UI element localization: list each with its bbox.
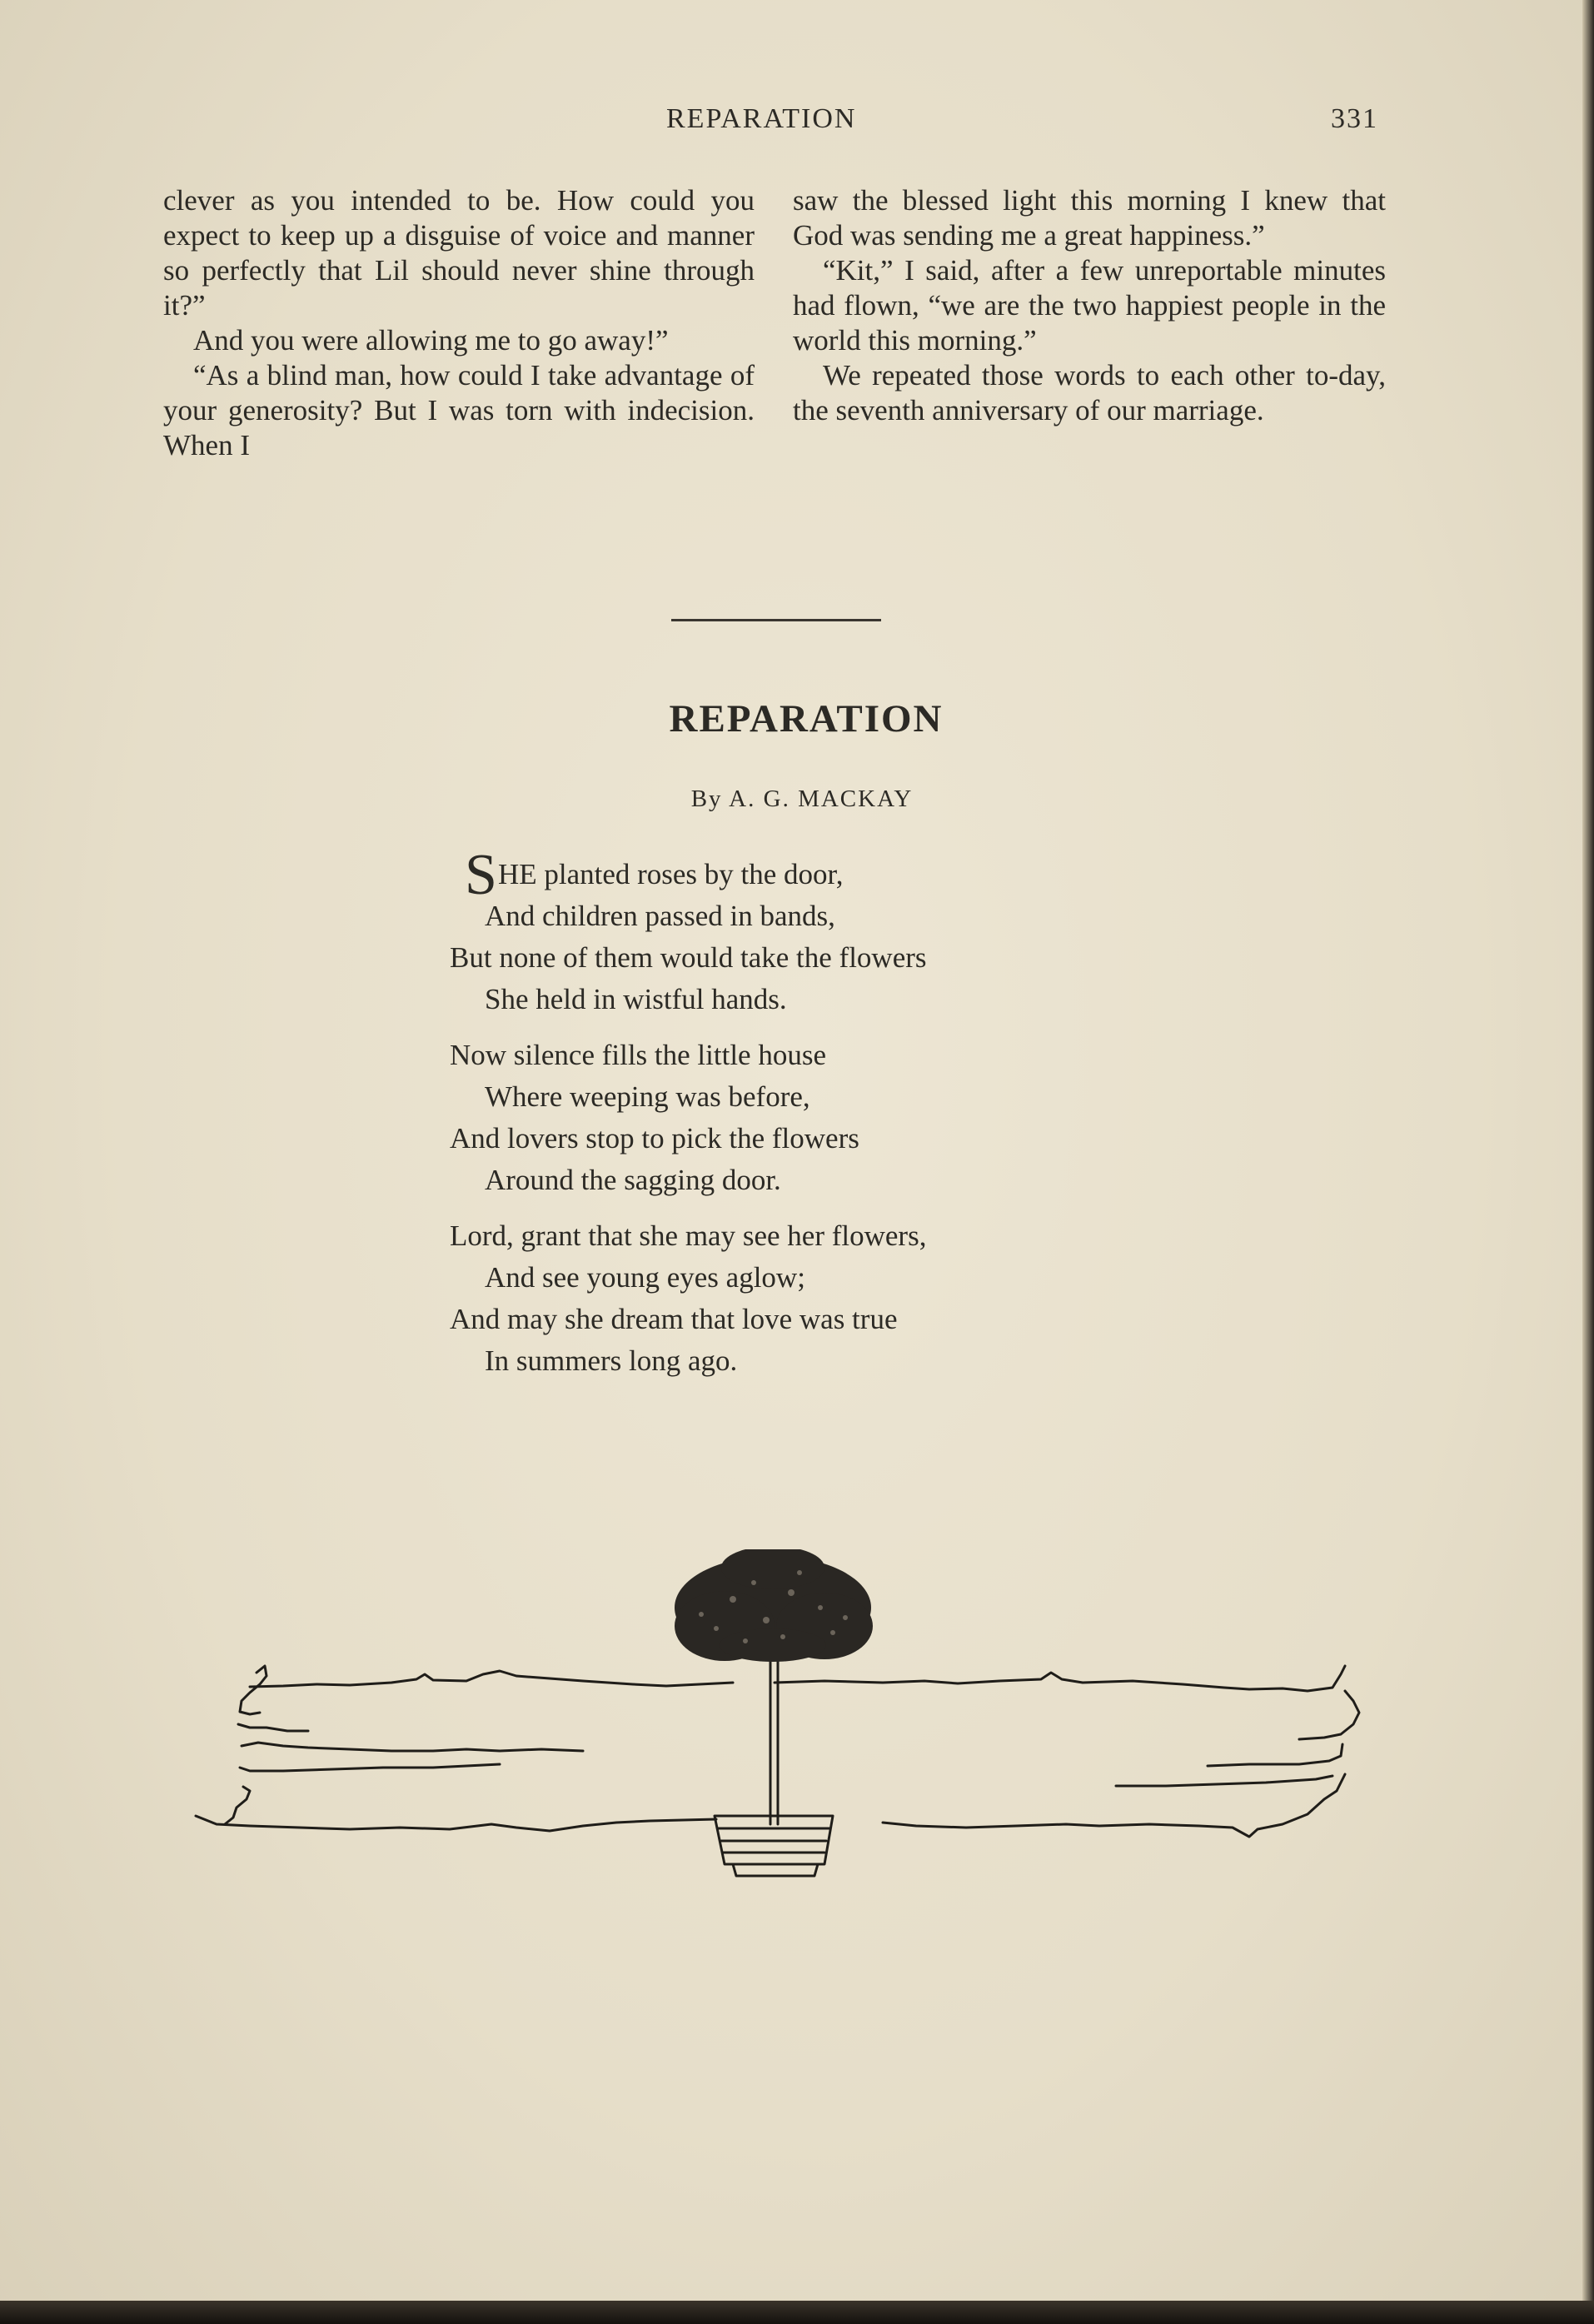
poem-stanza bbox=[450, 1035, 927, 1201]
poem-byline: By A. G. MACKAY bbox=[690, 785, 914, 812]
poem-line: And lovers stop to pick the flowers bbox=[450, 1122, 859, 1155]
poem-line bbox=[450, 843, 927, 907]
poem-title: REPARATION bbox=[669, 697, 944, 741]
ground-line-top-right bbox=[775, 1666, 1345, 1691]
story-paragraph: clever as you intended to be. How could you expect to keep up a disguise of voice and manner so perfectly that Lil should never shine through it?” bbox=[163, 184, 755, 322]
ground-line-top-left bbox=[250, 1671, 733, 1687]
poem-line: And see young eyes aglow; bbox=[485, 1261, 805, 1294]
pot-base bbox=[733, 1864, 818, 1876]
fence-right-lower bbox=[1116, 1744, 1342, 1786]
tree-canopy bbox=[675, 1549, 873, 1662]
poem-body bbox=[450, 843, 927, 1396]
poem-stanza bbox=[450, 843, 927, 1020]
potted-tree-illustration bbox=[0, 1549, 1594, 1941]
poem-line: And may she dream that love was true bbox=[450, 1303, 898, 1335]
tree-trunk bbox=[770, 1649, 778, 1824]
poem-line: But none of them would take the flowers bbox=[450, 941, 927, 974]
flower-pot bbox=[715, 1816, 833, 1864]
story-paragraph: saw the blessed light this morning I knew that God was sending me a great happiness.” bbox=[793, 184, 1386, 252]
story-paragraph: We repeated those words to each other to-day, the seventh anniversary of our marriage. bbox=[793, 359, 1386, 426]
story-paragraph: “As a blind man, how could I take advantage of your generosity? But I was torn with indecision. When I bbox=[163, 359, 755, 461]
poem-line: She held in wistful hands. bbox=[485, 983, 787, 1015]
story-paragraph: And you were allowing me to go away!” bbox=[193, 324, 669, 357]
fence-left-lower bbox=[225, 1764, 500, 1824]
fence-left-upper bbox=[240, 1666, 266, 1714]
story-left-column bbox=[163, 183, 755, 463]
scan-bottom-shadow bbox=[0, 2301, 1594, 2324]
poem-line: And children passed in bands, bbox=[485, 900, 835, 932]
poem-line: Now silence fills the little house bbox=[450, 1039, 826, 1071]
fence-left-middle bbox=[238, 1724, 583, 1751]
fence-right-upper bbox=[1299, 1691, 1359, 1739]
poem-line: Lord, grant that she may see her flowers, bbox=[450, 1219, 927, 1252]
poem-stanza bbox=[450, 1215, 927, 1382]
poem-line: Where weeping was before, bbox=[485, 1080, 810, 1113]
section-divider bbox=[671, 619, 881, 621]
drop-cap: S bbox=[465, 843, 497, 907]
poem-line: Around the sagging door. bbox=[485, 1164, 781, 1196]
page-edge-shadow bbox=[1582, 0, 1594, 2324]
running-title: REPARATION bbox=[666, 103, 857, 134]
poem-line: In summers long ago. bbox=[485, 1344, 738, 1377]
story-right-column bbox=[793, 183, 1386, 428]
poem-line-text: HE planted roses by the door, bbox=[497, 858, 844, 890]
page-number: 331 bbox=[1331, 103, 1378, 134]
story-paragraph: “Kit,” I said, after a few unreportable minutes had flown, “we are the two happiest people in the world this morning.” bbox=[793, 254, 1386, 357]
